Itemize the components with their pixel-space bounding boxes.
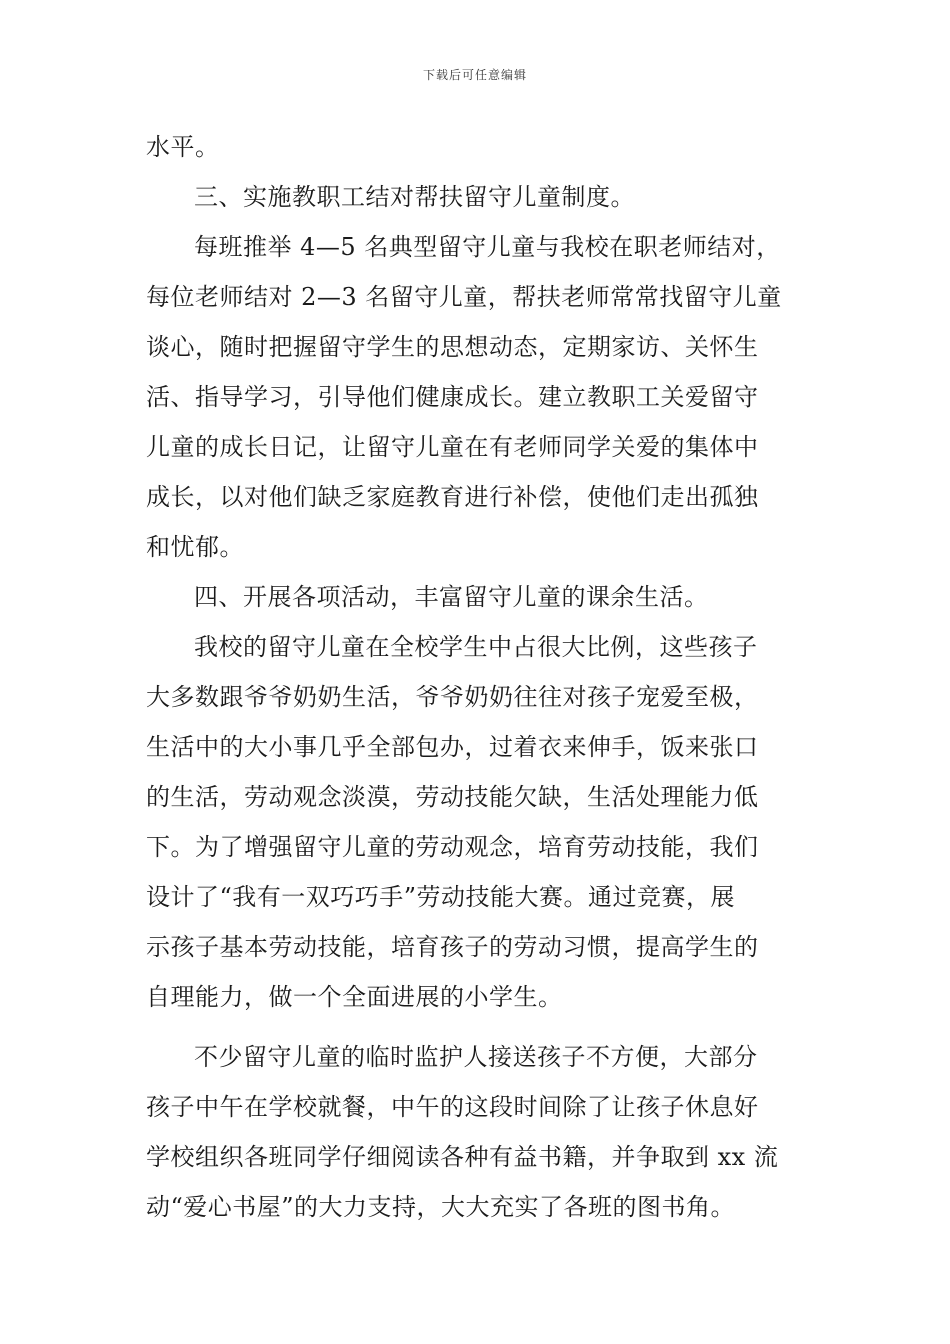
section-heading: [146, 572, 810, 622]
text-line: 设计了“我有一双巧巧手”劳动技能大赛。通过竞赛，展: [146, 883, 736, 911]
page-header: 下载后可任意编辑: [422, 68, 527, 82]
text-line: 三、实施教职工结对帮扶留守儿童制度。: [194, 183, 635, 211]
text-line: 生活中的大小事几乎全部包办，过着衣来伸手，饭来张口: [146, 733, 759, 761]
text-line: 自理能力，做一个全面进展的小学生。: [146, 983, 563, 1011]
text-line: 学校组织各班同学仔细阅读各种有益书籍，并争取到 xx 流: [146, 1143, 779, 1171]
text-line: 孩子中午在学校就餐，中午的这段时间除了让孩子休息好: [146, 1093, 759, 1121]
text-line: 和忧郁。: [146, 533, 244, 561]
text-line: 每班推举 4—5 名典型留守儿童与我校在职老师结对，: [194, 233, 781, 261]
paragraph: [146, 122, 810, 172]
text-line: 活、指导学习，引导他们健康成长。建立教职工关爱留守: [146, 383, 759, 411]
text-line: 示孩子基本劳动技能，培育孩子的劳动习惯，提高学生的: [146, 933, 759, 961]
text-line: 每位老师结对 2—3 名留守儿童，帮扶老师常常找留守儿童: [146, 283, 782, 311]
paragraph: [146, 622, 810, 1022]
text-line: 成长，以对他们缺乏家庭教育进行补偿，使他们走出孤独: [146, 483, 759, 511]
paragraph: [146, 222, 810, 572]
text-line: 不少留守儿童的临时监护人接送孩子不方便，大部分: [194, 1043, 758, 1071]
text-line: 我校的留守儿童在全校学生中占很大比例，这些孩子: [194, 633, 758, 661]
text-line: 下。为了增强留守儿童的劳动观念，培育劳动技能，我们: [146, 833, 759, 861]
document-body: [146, 122, 810, 1232]
text-line: 谈心，随时把握留守学生的思想动态，定期家访、关怀生: [146, 333, 759, 361]
text-line: 动“爱心书屋”的大力支持，大大充实了各班的图书角。: [146, 1193, 736, 1221]
text-line: 水平。: [146, 133, 220, 161]
paragraph-spacer: [146, 1022, 810, 1032]
text-line: 的生活，劳动观念淡漠，劳动技能欠缺，生活处理能力低: [146, 783, 759, 811]
text-line: 大多数跟爷爷奶奶生活，爷爷奶奶往往对孩子宠爱至极，: [146, 683, 759, 711]
section-heading: [146, 172, 810, 222]
text-line: 儿童的成长日记，让留守儿童在有老师同学关爱的集体中: [146, 433, 759, 461]
paragraph: [146, 1032, 810, 1232]
text-line: 四、开展各项活动，丰富留守儿童的课余生活。: [194, 583, 709, 611]
